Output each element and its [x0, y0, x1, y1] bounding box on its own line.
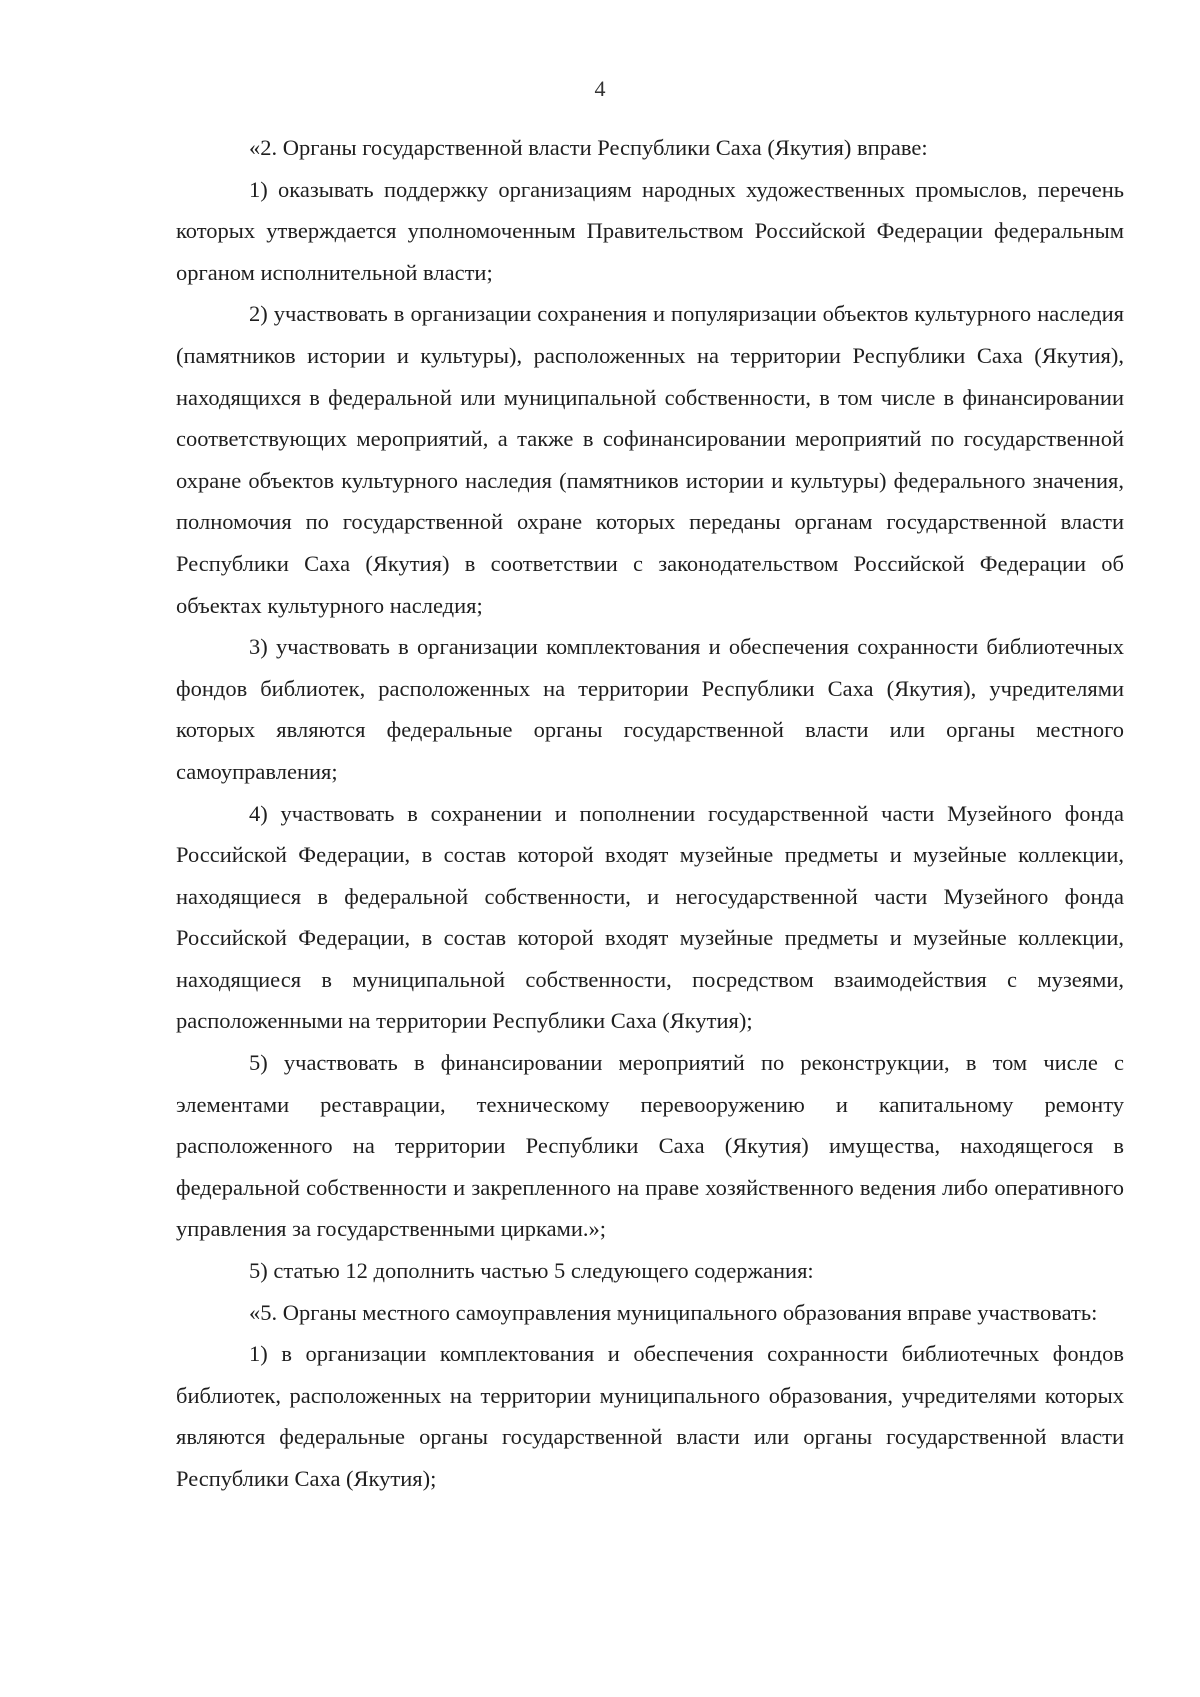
paragraph-item-3-library-funds: 3) участвовать в организации комплектования и обеспечения сохранности библиотечных фондов библиотек, расположенных на территории Республики Саха (Якутия), учредителями которых являются федеральные органы государственной власти или органы местного самоуправления; [176, 634, 1124, 784]
document-body [176, 127, 1124, 1500]
paragraph-article-part-2-intro: «2. Органы государственной власти Республики Саха (Якутия) вправе: [249, 135, 928, 160]
paragraph-item-2-cultural-heritage: 2) участвовать в организации сохранения и популяризации объектов культурного наследия (памятников истории и культуры), расположенных на территории Республики Саха (Якутия), находящихся в федеральной или муниципальной собственности, в том числе в финансировании соответствующих мероприятий, а также в софинансировании мероприятий по государственной охране объектов культурного наследия (памятников истории и культуры) федерального значения, полномочия по государственной охране которых переданы органам государственной власти Республики Саха (Якутия) в соответствии с законодательством Российской Федерации об объектах культурного наследия; [176, 301, 1124, 618]
paragraph-item-5-circus-financing: 5) участвовать в финансировании мероприятий по реконструкции, в том числе с элементами реставрации, техническому перевооружению и капитальному ремонту расположенного на территории Республики Саха (Якутия) имущества, находящегося в федеральной собственности и закрепленного на праве хозяйственного ведения либо оперативного управления за государственными цирками.»; [176, 1050, 1124, 1242]
paragraph-local-item-1-libraries: 1) в организации комплектования и обеспечения сохранности библиотечных фондов библиотек, расположенных на территории муниципального образования, учредителями которых являются федеральные органы государственной власти или органы государственной власти Республики Саха (Якутия); [176, 1341, 1124, 1491]
paragraph-amendment-article-12: 5) статью 12 дополнить частью 5 следующего содержания: [249, 1258, 814, 1284]
paragraph-item-1-crafts-support: 1) оказывать поддержку организациям народных художественных промыслов, перечень которых утверждается уполномоченным Правительством Российской Федерации федеральным органом исполнительной власти; [176, 176, 1124, 285]
paragraph-part-5-local-government: «5. Органы местного самоуправления муниципального образования вправе участвовать: [249, 1299, 1098, 1325]
paragraph-item-4-museum-fund: 4) участвовать в сохранении и пополнении государственной части Музейного фонда Российской Федерации, в состав которой входят музейные предметы и музейные коллекции, находящиеся в федеральной собственности, и негосударственной части Музейного фонда Российской Федерации, в состав которой входят музейные предметы и музейные коллекции, находящиеся в муниципальной собственности, посредством взаимодействия с музеями, расположенными на территории Республики Саха (Якутия); [176, 800, 1124, 1034]
page-number: 4 [594, 76, 606, 101]
